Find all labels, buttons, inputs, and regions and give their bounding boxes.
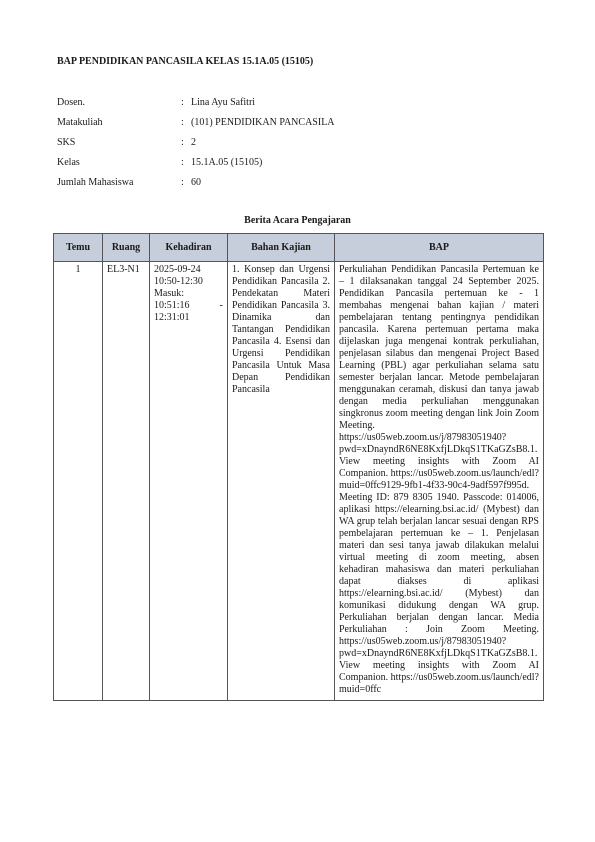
kehadiran-date: 2025-09-24 xyxy=(154,264,201,275)
info-value: (101) PENDIDIKAN PANCASILA xyxy=(191,117,335,128)
info-label: Kelas xyxy=(57,157,80,168)
document-title: BAP PENDIDIKAN PANCASILA KELAS 15.1A.05 (15105) xyxy=(57,56,314,67)
info-value: Lina Ayu Safitri xyxy=(191,97,256,108)
cell-ruang: EL3-N1 xyxy=(103,262,150,701)
info-value: 15.1A.05 (15105) xyxy=(191,157,263,168)
kehadiran-masuk-label: Masuk: xyxy=(154,288,184,299)
info-colon: : xyxy=(181,177,184,188)
course-info xyxy=(57,96,537,196)
info-colon: : xyxy=(181,157,184,168)
info-label: Jumlah Mahasiswa xyxy=(57,177,134,188)
info-label: SKS xyxy=(57,137,76,148)
header-kehadiran: Kehadiran xyxy=(150,234,228,262)
header-temu: Temu xyxy=(54,234,103,262)
info-label: Dosen. xyxy=(57,97,86,108)
kehadiran-masuk-time: 10:51:16 - 12:31:01 xyxy=(154,300,223,323)
info-colon: : xyxy=(181,117,184,128)
info-value: 2 xyxy=(191,137,196,148)
section-title: Berita Acara Pengajaran xyxy=(244,215,351,226)
cell-kehadiran xyxy=(150,262,228,701)
info-label: Matakuliah xyxy=(57,117,103,128)
cell-temu: 1 xyxy=(54,262,103,701)
cell-bap: Perkuliahan Pendidikan Pancasila Pertemuan ke – 1 dilaksanakan tanggal 24 September 2025. Pendidikan Pancasila pertemuan ke - 1 membahas mengenai bahan kajian / materi pembelajaran tentang pentingnya pendidikan pancasila. Karena pertemuan pertama maka dijelaskan juga mengenai kontrak perkuliahan, penjelasan silabus dan mengenai Project Based Learning (PBL) agar perkuliahan selama satu semester berjalan lancar. Metode pembelajaran menggunakan ceramah, diskusi dan tanya jawab dengan media perkuliahan menggunakan singkronus zoom meeting dengan link Join Zoom Meeting. https://us05web.zoom.us/j/87983051940?pwd=xDnayndR6NE8KxfjLDkqS1TKaGZsB8.1. View meeting insights with Zoom AI Companion. https://us05web.zoom.us/launch/edl?muid=0ffc9129-9fb1-4f33-90c4-9adf597f995d. Meeting ID: 879 8305 1940. Passcode: 014006, aplikasi https://elearning.bsi.ac.id/ (Mybest) dan WA grup telah berjalan lancar sesuai dengan RPS pembelajaran pertemuan ke – 1. Penjelasan materi dan sesi tanya jawab dilakukan melalui virtual meeting di zoom meeting, absen kehadiran mahasiswa dan materi perkuliahan dapat diakses di aplikasi https://elearning.bsi.ac.id/ (Mybest) dan komunikasi didukung dengan WA grup. Perkuliahan berjalan dengan lancar. Media Perkuliahan : Join Zoom Meeting. https://us05web.zoom.us/j/87983051940?pwd=xDnayndR6NE8KxfjLDkqS1TKaGZsB8.1. View meeting insights with Zoom AI Companion. https://us05web.zoom.us/launch/edl?muid=0ffc xyxy=(335,262,544,701)
info-row-sks xyxy=(57,136,537,156)
info-row-kelas xyxy=(57,156,537,176)
kehadiran-schedule: 10:50-12:30 xyxy=(154,276,203,287)
cell-bahan-kajian: 1. Konsep dan Urgensi Pendidikan Pancasila 2. Pendekatan Materi Pendidikan Pancasila 3. Dinamika dan Tantangan Pendidikan Pancasila 4. Esensi dan Urgensi Pendidikan Pancasila Untuk Masa Depan Pendidikan Pancasila xyxy=(228,262,335,701)
header-bahan-kajian: Bahan Kajian xyxy=(228,234,335,262)
header-ruang: Ruang xyxy=(103,234,150,262)
header-bap: BAP xyxy=(335,234,544,262)
info-row-jumlah-mahasiswa xyxy=(57,176,537,196)
bap-table xyxy=(53,233,544,701)
info-colon: : xyxy=(181,137,184,148)
info-row-matakuliah xyxy=(57,116,537,136)
table-row xyxy=(54,262,544,701)
table-header-row xyxy=(54,234,544,262)
info-row-dosen xyxy=(57,96,537,116)
info-value: 60 xyxy=(191,177,201,188)
info-colon: : xyxy=(181,97,184,108)
